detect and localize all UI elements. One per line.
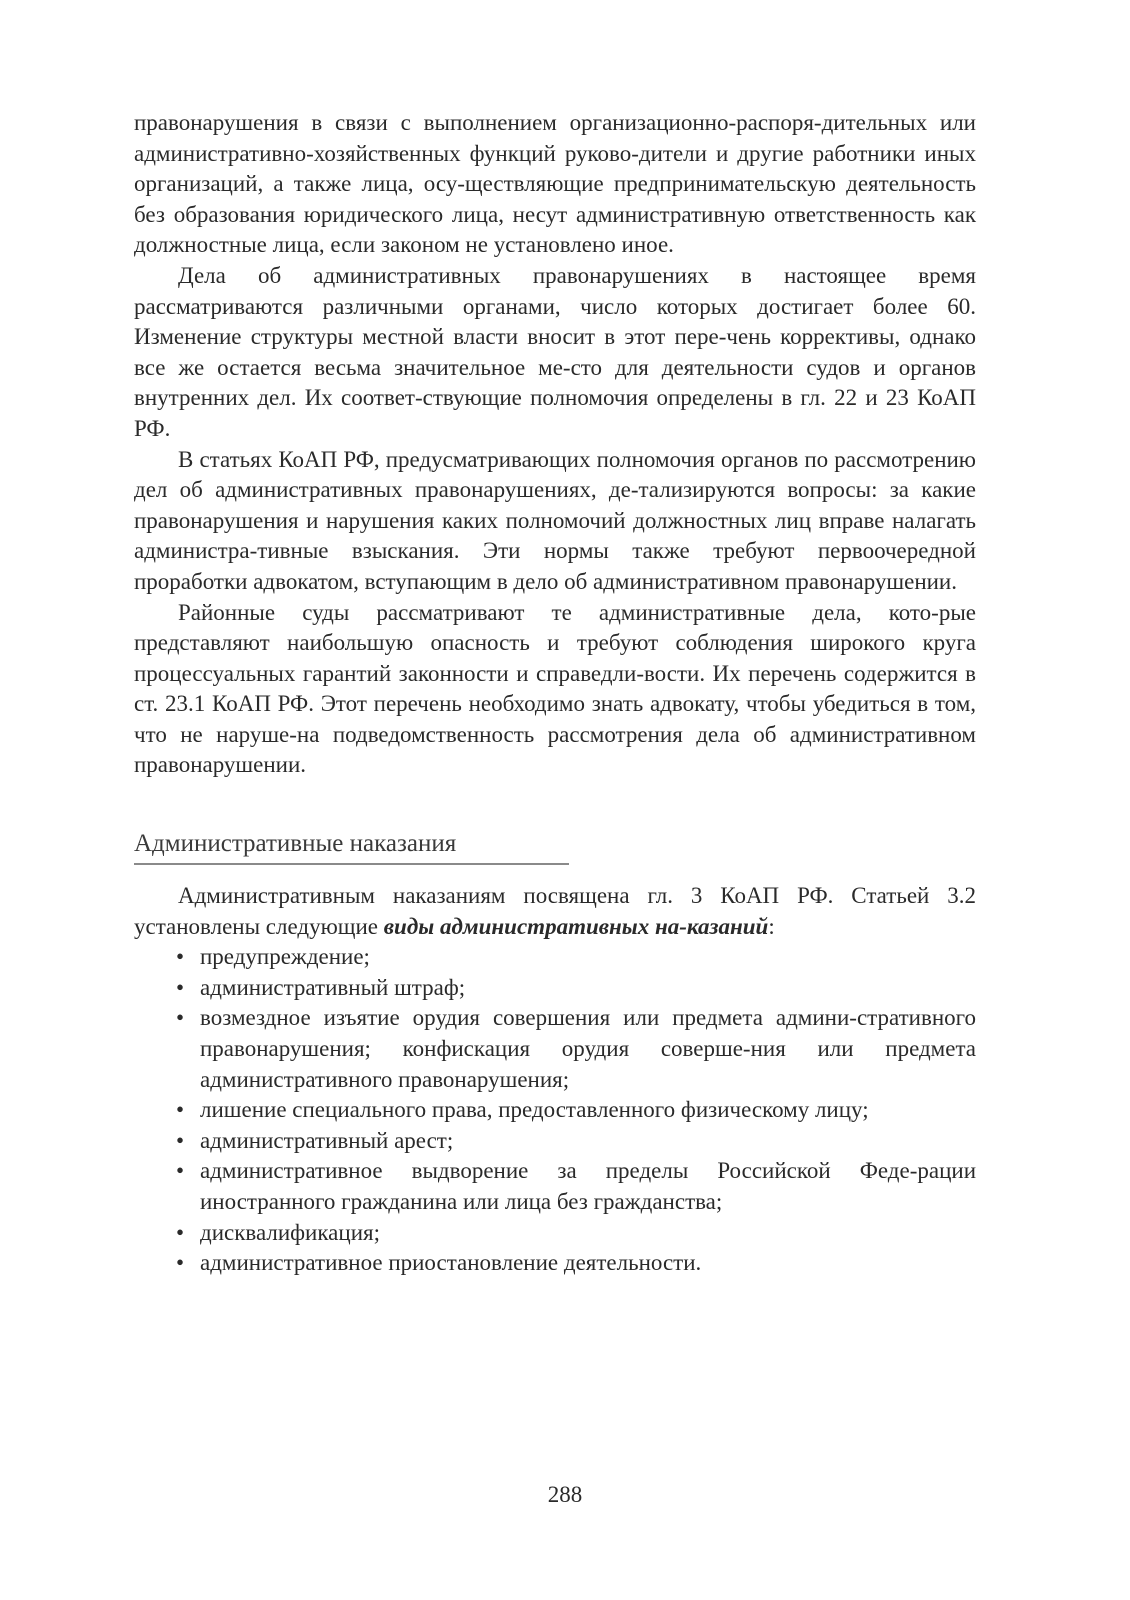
section-heading: Административные наказания	[134, 827, 569, 865]
list-item-text: административный штраф;	[200, 974, 466, 1000]
list-item-text: административный арест;	[200, 1127, 454, 1153]
section-intro-text: Административным наказаниям посвящена гл. 3 КоАП РФ. Статьей 3.2 установлены следующие	[134, 883, 976, 939]
list-item-text: дисквалификация;	[200, 1219, 380, 1245]
bullet-icon: •	[176, 1158, 185, 1184]
bullet-icon: •	[176, 1005, 185, 1031]
list-item	[176, 1248, 976, 1279]
list-item	[176, 973, 976, 1004]
section-intro-emphasis: виды административных на-казаний	[383, 913, 769, 939]
list-item	[176, 1126, 976, 1157]
list-item-text: лишение специального права, предоставленного физическому лицу;	[200, 1097, 869, 1123]
bullet-icon: •	[176, 1250, 185, 1276]
list-item	[176, 1218, 976, 1249]
section-intro-end: :	[768, 913, 775, 939]
paragraph-cases-bodies: Дела об административных правонарушениях в настоящее время рассматриваются различными органами, число которых достигает более 60. Изменение структуры местной власти вносит в этот пере-чень коррективы, однако все же остается весьма значительное ме-сто для деятельности судов и органов внутренних дел. Их соответ-ствующие полномочия определены в гл. 22 и 23 КоАП РФ.	[134, 262, 976, 441]
bullet-icon: •	[176, 974, 185, 1000]
list-item-text: возмездное изъятие орудия совершения или предмета админи-стративного правонарушения; конфискация орудия соверше-ния или предмета административного правонарушения;	[200, 1005, 976, 1092]
bullet-icon: •	[176, 944, 185, 970]
page-content	[134, 108, 976, 1279]
list-item	[176, 1156, 976, 1217]
penalty-types-list	[134, 942, 976, 1279]
list-item-text: предупреждение;	[200, 944, 370, 970]
section-body	[134, 881, 976, 1279]
bullet-icon: •	[176, 1097, 185, 1123]
paragraph-continuation: правонарушения в связи с выполнением организационно-распоря-дительных или административно-хозяйственных функций руково-дители и другие работники иных организаций, а также лица, осу-ществляющие предпринимательскую деятельность без образования юридического лица, несут административную ответственность как должностные лица, если законом не установлено иное.	[134, 110, 976, 258]
list-item	[176, 942, 976, 973]
list-item	[176, 1003, 976, 1095]
page-number: 288	[547, 1482, 583, 1507]
section-intro	[134, 881, 976, 942]
bullet-icon: •	[176, 1219, 185, 1245]
paragraph-articles-powers: В статьях КоАП РФ, предусматривающих полномочия органов по рассмотрению дел об административных правонарушениях, де-тализируются вопросы: за какие правонарушения и нарушения каких полномочий должностных лиц вправе налагать администра-тивные взыскания. Эти нормы также требуют первоочередной проработки адвокатом, вступающим в дело об административном правонарушении.	[134, 446, 976, 594]
list-item-text: административное выдворение за пределы Российской Феде-рации иностранного гражданина или лица без гражданства;	[200, 1158, 976, 1214]
bullet-icon: •	[176, 1127, 185, 1153]
list-item	[176, 1095, 976, 1126]
list-item-text: административное приостановление деятельности.	[200, 1250, 702, 1276]
paragraph-district-courts: Районные суды рассматривают те административные дела, кото-рые представляют наибольшую опасность и требуют соблюдения широкого круга процессуальных гарантий законности и справедли-вости. Их перечень содержится в ст. 23.1 КоАП РФ. Этот перечень необходимо знать адвокату, чтобы убедиться в том, что не наруше-на подведомственность рассмотрения дела об административном правонарушении.	[134, 599, 976, 778]
